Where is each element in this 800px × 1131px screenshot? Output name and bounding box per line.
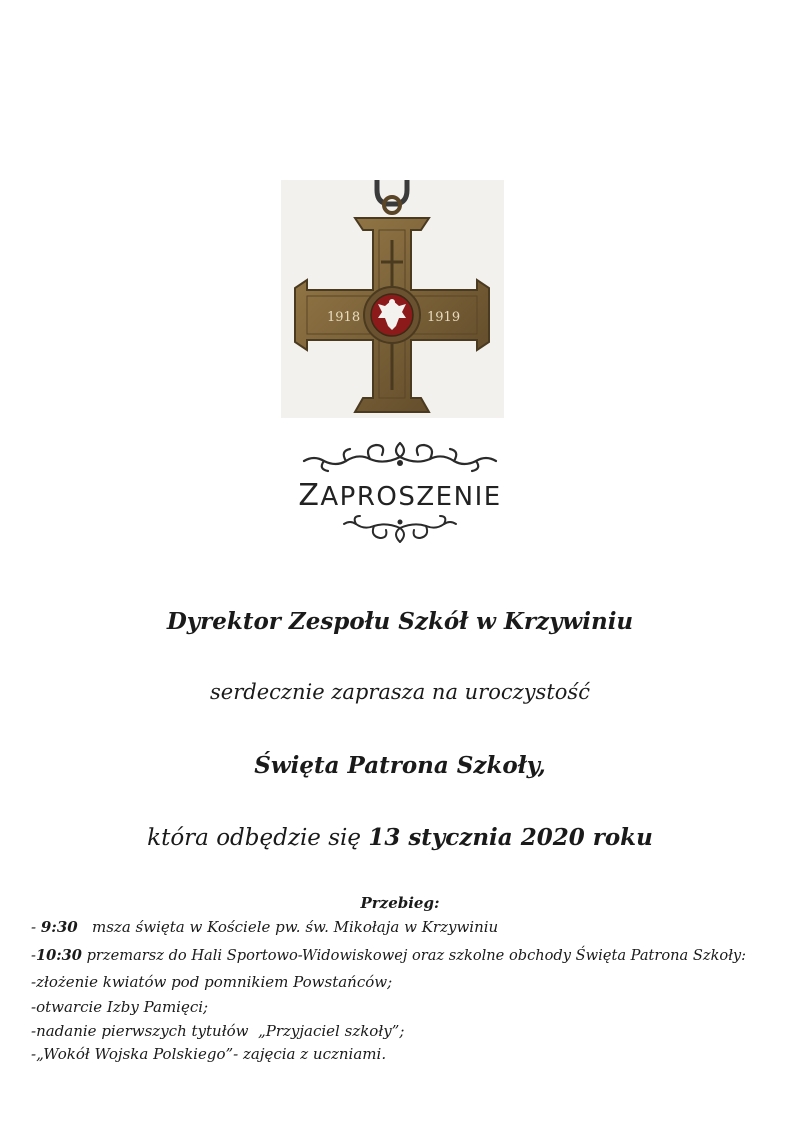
schedule-item: -nadanie pierwszych tytułów „Przyjaciel szkoły”; [31,1022,405,1040]
schedule-time: 9:30 [40,918,78,936]
event-date: 13 stycznia 2020 roku [368,824,653,851]
ornament-divider-bottom [300,512,500,548]
invitation-line-director: Dyrektor Zespołu Szkół w Krzywiniu [166,608,634,635]
schedule-text: przemarsz do Hali Sportowo-Widowiskowej oraz szkolne obchody Święta Patrona Szkoły: [81,947,747,964]
schedule-heading: Przebieg: [360,894,440,912]
invitation-line-date [0,824,800,851]
page-title [0,478,800,513]
flourish-icon [300,512,500,548]
year-right-label: 1919 [427,310,461,325]
schedule-prefix: - [31,947,36,964]
invitation-line-invites: serdecznie zaprasza na uroczystość [210,680,590,704]
schedule-item [31,947,796,965]
medal-image [281,180,504,418]
schedule-text: msza święta w Kościele pw. św. Mikołaja w Krzywiniu [77,918,499,936]
title-rest: APROSZENIE [320,482,502,512]
schedule-time: 10:30 [35,947,82,964]
date-prefix: która odbędzie się [147,825,361,851]
virtuti-cross-icon [281,180,504,418]
schedule-prefix: - [31,918,41,936]
flourish-icon [300,437,500,475]
schedule-item: -złożenie kwiatów pod pomnikiem Powstańców; [31,973,393,991]
invitation-line-event: Święta Patrona Szkoły, [254,752,546,779]
schedule-item: -„Wokół Wojska Polskiego”- zajęcia z uczniami. [31,1045,387,1063]
title-initial: Z [298,478,321,513]
ornament-divider-top [300,437,500,475]
schedule-item [31,918,796,936]
year-left-label: 1918 [327,310,361,325]
schedule-item: -otwarcie Izby Pamięci; [31,998,209,1016]
